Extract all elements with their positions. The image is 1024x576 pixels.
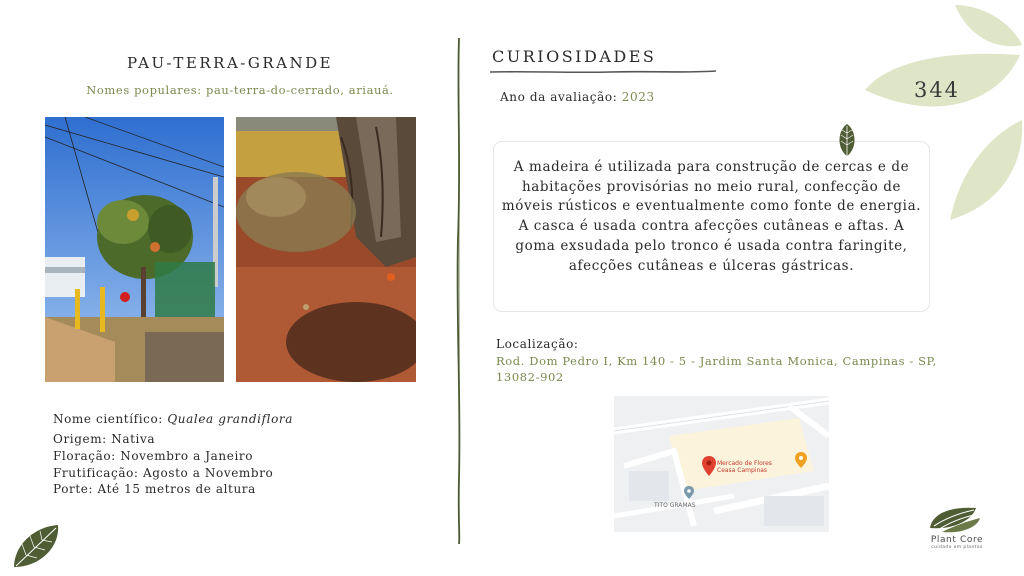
- location-address: Rod. Dom Pedro I, Km 140 - 5 - Jardim Santa Monica, Campinas - SP, 13082-902: [496, 354, 937, 384]
- scientific-name: Nome científico: Qualea grandiflora: [53, 412, 294, 426]
- column-divider: [452, 38, 466, 544]
- leaf-icon: [835, 123, 859, 159]
- curiosities-text: A madeira é utilizada para construção de cercas e de habitações provisórias no meio rural, confecção de móveis rústicos e eventualmente como fonte de energia. A casca é usada contra afecções cutâneas e aftas. A goma exsudada pelo tronco é usada contra faringite, afecções cutâneas e úlceras gástricas.: [501, 159, 922, 274]
- leaf-icon: [10, 522, 62, 570]
- tree-photo: [45, 117, 224, 382]
- place-pin-icon[interactable]: [684, 486, 694, 499]
- decorative-leaves: [860, 0, 1024, 230]
- tree-size: Porte: Até 15 metros de altura: [53, 482, 256, 496]
- scientific-name-value: Qualea grandiflora: [167, 412, 294, 426]
- page-number: 344: [913, 78, 961, 102]
- curiosities-heading: CURIOSIDADES: [492, 47, 657, 66]
- species-title: PAU-TERRA-GRANDE: [126, 54, 334, 72]
- evaluation-year: Ano da avaliação: 2023: [500, 90, 655, 104]
- logo-tagline: cuidado em plantas: [931, 545, 983, 550]
- evaluation-year-value: 2023: [621, 90, 655, 104]
- map-pin-label: Mercado de Flores Ceasa Campinas: [717, 460, 772, 474]
- origin: Origem: Nativa: [53, 432, 156, 446]
- location-map[interactable]: [614, 396, 829, 532]
- popular-names: Nomes populares: pau-terra-do-cerrado, ariauá.: [86, 83, 394, 97]
- logo-name: Plant Core: [930, 535, 984, 545]
- fruiting: Frutificação: Agosto a Novembro: [53, 466, 274, 480]
- restaurant-pin-icon[interactable]: [795, 452, 807, 468]
- trunk-photo: [236, 117, 416, 382]
- location-label: Localização:: [496, 337, 579, 351]
- map-secondary-label: TITO GRAMAS: [654, 502, 696, 509]
- map-pin-icon[interactable]: [702, 456, 716, 476]
- heading-underline: [490, 68, 716, 76]
- flowering: Floração: Novembro a Janeiro: [53, 449, 254, 463]
